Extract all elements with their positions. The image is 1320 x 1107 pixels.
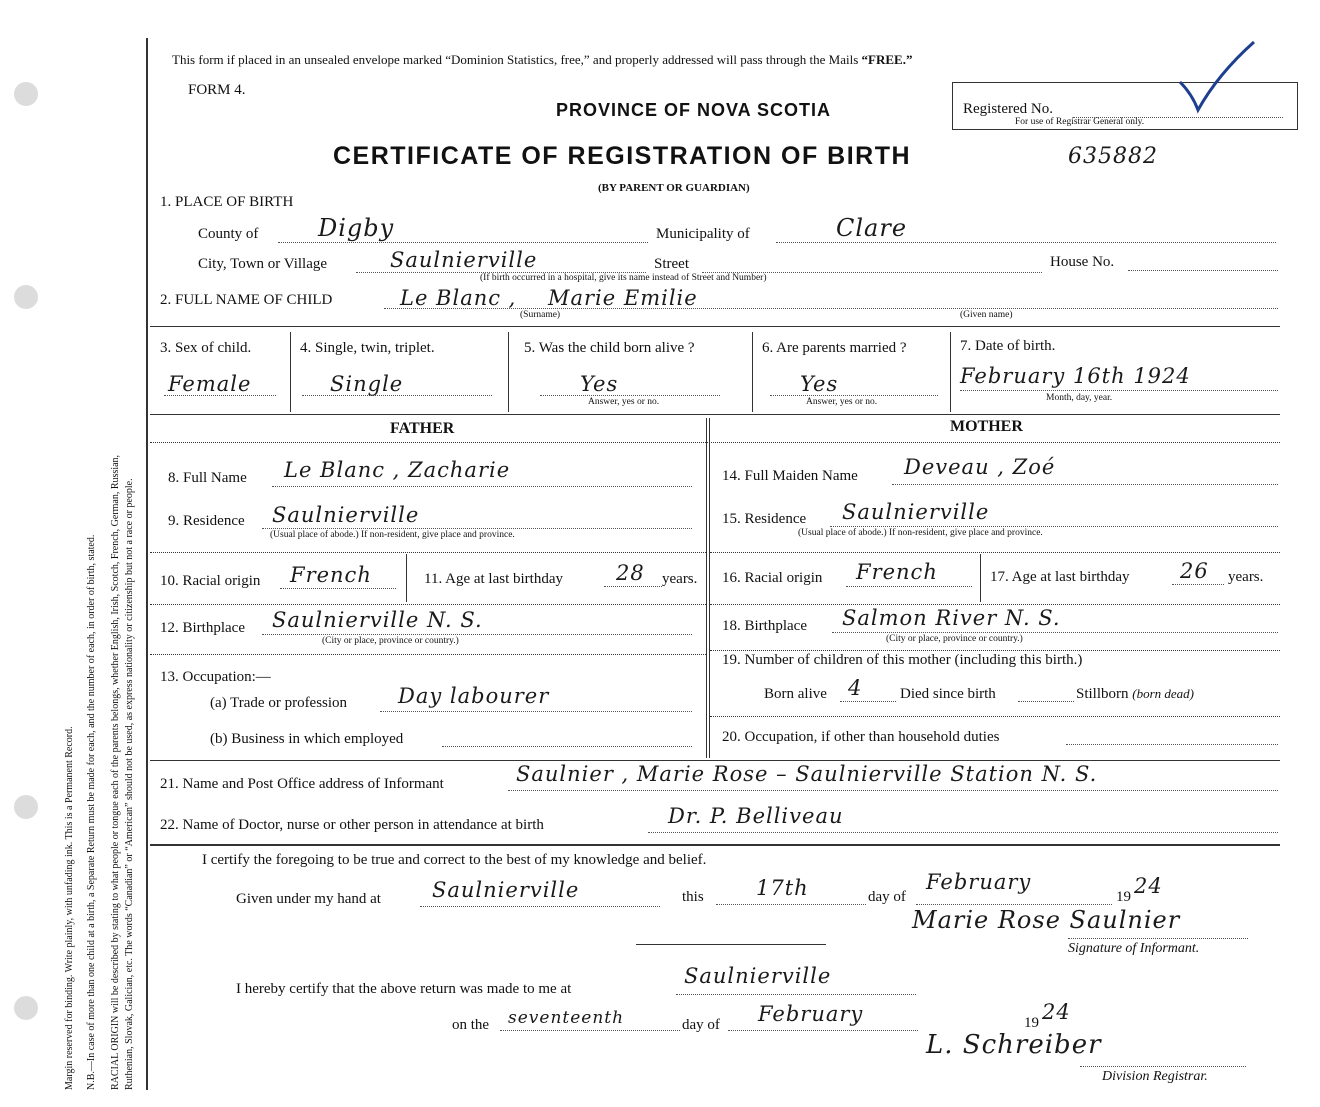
father-residence-value: Saulnierville	[272, 503, 420, 527]
binder-hole	[14, 82, 38, 106]
given-under-hand-label: Given under my hand at	[236, 891, 381, 907]
father-trade-value: Day labourer	[398, 684, 550, 708]
plurality-label: 4. Single, twin, triplet.	[300, 340, 435, 356]
registrar-month-value: February	[758, 1002, 864, 1026]
certification-month-value: February	[926, 870, 1032, 894]
father-birthplace-caption: (City or place, province or country.)	[322, 636, 459, 646]
certification-day-value: 17th	[756, 876, 809, 900]
informant-signature-caption: Signature of Informant.	[1068, 941, 1200, 956]
father-residence-caption: (Usual place of abode.) If non-resident, give place and province.	[270, 530, 515, 540]
registrar-year-value: 24	[1042, 1000, 1071, 1024]
born-alive-count-value: 4	[848, 676, 863, 700]
province-heading: PROVINCE OF NOVA SCOTIA	[556, 100, 832, 120]
form-number: FORM 4.	[188, 82, 246, 98]
mother-children-label: 19. Number of children of this mother (including this birth.)	[722, 652, 1083, 668]
mother-heading: MOTHER	[950, 418, 1023, 435]
registrar-day-value: seventeenth	[508, 1008, 625, 1028]
hospital-note: (If birth occurred in a hospital, give its name instead of Street and Number)	[480, 273, 767, 283]
registrar-statement: I hereby certify that the above return was made to me at	[236, 981, 572, 997]
born-alive-count-label: Born alive	[764, 686, 827, 702]
informant-value: Saulnier , Marie Rose – Saulnierville Station N. S.	[516, 762, 1098, 786]
father-age-label: 11. Age at last birthday	[424, 571, 563, 587]
mother-residence-value: Saulnierville	[842, 500, 990, 524]
binder-hole	[14, 996, 38, 1020]
sex-label: 3. Sex of child.	[160, 340, 252, 356]
informant-signature: Marie Rose Saulnier	[912, 906, 1181, 934]
registrar-signature: L. Schreiber	[926, 1030, 1102, 1060]
date-of-birth-value: February 16th 1924	[960, 364, 1191, 388]
plurality-value: Single	[330, 372, 404, 396]
certificate-title: CERTIFICATE OF REGISTRATION OF BIRTH	[333, 142, 912, 170]
registrar-use-note: For use of Registrar General only.	[1015, 117, 1145, 127]
stillborn-caption: (born dead)	[1132, 686, 1195, 701]
margin-note-racial-origin: RACIAL ORIGIN will be described by stating to what people or tongue each of the parents belongs, whether English, Irish, Scotch, French, German, Russian,	[110, 454, 121, 1090]
binder-hole	[14, 285, 38, 309]
margin-note-multiple-births: N.B.—In case of more than one child at a birth, a Separate Return must be made for each, and the number of each, in order of birth, stated.	[86, 534, 97, 1090]
mother-age-value: 26	[1180, 559, 1209, 583]
on-the-label: on the	[452, 1017, 490, 1033]
division-registrar-caption: Division Registrar.	[1102, 1069, 1208, 1084]
mother-birthplace-label: 18. Birthplace	[722, 618, 807, 634]
mother-name-value: Deveau , Zoé	[904, 455, 1056, 479]
mother-birthplace-value: Salmon River N. S.	[842, 606, 1061, 630]
surname-caption: (Surname)	[520, 310, 561, 320]
mother-residence-caption: (Usual place of abode.) If non-resident, give place and province.	[798, 528, 1043, 538]
father-birthplace-label: 12. Birthplace	[160, 620, 245, 636]
certification-statement: I certify the foregoing to be true and correct to the best of my knowledge and belief.	[202, 852, 707, 868]
informant-label: 21. Name and Post Office address of Informant	[160, 776, 444, 792]
this-label: this	[682, 889, 704, 905]
binder-hole	[14, 795, 38, 819]
father-age-value: 28	[616, 561, 645, 585]
doctor-value: Dr. P. Belliveau	[668, 804, 844, 828]
place-of-birth-label: 1. PLACE OF BIRTH	[160, 194, 294, 210]
mother-racial-label: 16. Racial origin	[722, 570, 823, 586]
date-of-birth-caption: Month, day, year.	[1046, 393, 1113, 403]
mother-age-label: 17. Age at last birthday	[990, 569, 1130, 585]
father-name-label: 8. Full Name	[168, 470, 247, 486]
born-alive-label: 5. Was the child born alive ?	[524, 340, 695, 356]
registrar-year-prefix: 19	[1024, 1015, 1039, 1031]
registrar-place-value: Saulnierville	[684, 964, 832, 988]
parents-married-caption: Answer, yes or no.	[806, 397, 878, 407]
certification-year-prefix: 19	[1116, 889, 1131, 905]
father-business-label: (b) Business in which employed	[210, 731, 404, 747]
sex-value: Female	[168, 372, 252, 396]
given-name-caption: (Given name)	[960, 310, 1013, 320]
born-alive-caption: Answer, yes or no.	[588, 397, 660, 407]
doctor-label: 22. Name of Doctor, nurse or other person in attendance at birth	[160, 817, 544, 833]
stillborn-label-text: Stillborn	[1076, 686, 1129, 702]
date-of-birth-label: 7. Date of birth.	[960, 338, 1056, 354]
mail-notice: This form if placed in an unsealed envelope marked “Dominion Statistics, free,” and properly addressed will pass through the Mails “FREE.”	[172, 52, 913, 67]
born-alive-value: Yes	[580, 372, 619, 396]
city-label: City, Town or Village	[198, 256, 328, 272]
parents-married-value: Yes	[800, 372, 839, 396]
given-place-value: Saulnierville	[432, 878, 580, 902]
child-name-label: 2. FULL NAME OF CHILD	[160, 292, 333, 308]
registered-no-label: Registered No.	[963, 101, 1053, 117]
stillborn-label	[1076, 686, 1194, 703]
mother-years-label: years.	[1228, 569, 1264, 585]
county-value: Digby	[318, 214, 395, 242]
margin-border	[146, 38, 148, 1090]
mother-occupation-label: 20. Occupation, if other than household duties	[722, 729, 1000, 745]
father-racial-value: French	[290, 563, 372, 587]
registrar-day-of-label: day of	[682, 1017, 720, 1033]
county-label: County of	[198, 226, 259, 242]
mother-residence-label: 15. Residence	[722, 511, 807, 527]
municipality-label: Municipality of	[656, 226, 750, 242]
margin-note-racial-origin-cont: Ruthenian, Slovak, Galician, etc. The words “Canadian” or “American” should not be used, as express nationality or citizenship but not a race or people.	[124, 478, 135, 1090]
father-heading: FATHER	[390, 420, 455, 437]
father-occupation-label: 13. Occupation:—	[160, 669, 271, 685]
father-residence-label: 9. Residence	[168, 513, 245, 529]
certification-year-value: 24	[1134, 874, 1163, 898]
city-value: Saulnierville	[390, 248, 538, 272]
house-no-label: House No.	[1050, 254, 1115, 270]
mother-birthplace-caption: (City or place, province or country.)	[886, 634, 1023, 644]
child-given-name: Marie Emilie	[548, 286, 698, 310]
check-mark-icon	[1170, 34, 1260, 124]
mother-racial-value: French	[856, 560, 938, 584]
father-birthplace-value: Saulnierville N. S.	[272, 608, 483, 632]
certification-day-of-label: day of	[868, 889, 906, 905]
certificate-subtitle: (BY PARENT OR GUARDIAN)	[598, 182, 750, 194]
died-since-birth-label: Died since birth	[900, 686, 996, 702]
municipality-value: Clare	[836, 214, 908, 242]
father-name-value: Le Blanc , Zacharie	[284, 458, 511, 482]
child-surname: Le Blanc ,	[400, 286, 517, 310]
parents-married-label: 6. Are parents married ?	[762, 340, 907, 356]
registration-number: 635882	[1068, 144, 1158, 169]
father-trade-label: (a) Trade or profession	[210, 695, 348, 711]
street-label: Street	[654, 256, 689, 272]
father-years-label: years.	[662, 571, 698, 587]
margin-note-binding: Margin reserved for binding. Write plainly, with unfading ink. This is a Permanent Record.	[64, 726, 75, 1090]
mother-name-label: 14. Full Maiden Name	[722, 468, 858, 484]
father-racial-label: 10. Racial origin	[160, 573, 261, 589]
